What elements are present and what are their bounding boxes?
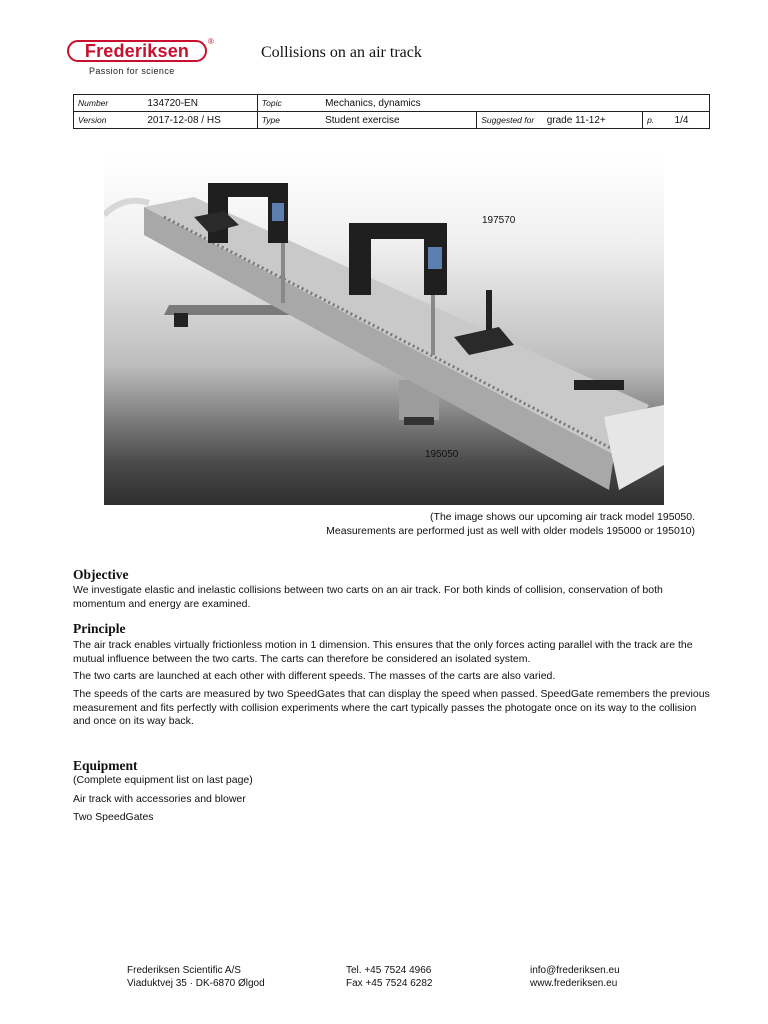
caption-line-2: Measurements are performed just as well with older models 195000 or 195010) (326, 525, 695, 537)
objective-heading: Objective (73, 567, 129, 582)
speedgate-2-left (349, 223, 371, 295)
bumper-shape (574, 380, 624, 390)
company-logo (67, 37, 217, 80)
equipment-note: (Complete equipment list on last page) (73, 774, 253, 786)
equipment-heading: Equipment (73, 758, 138, 773)
principle-paragraph-2: The two carts are launched at each other with different speeds. The masses of the carts are also varied. (73, 670, 556, 682)
speedgate-2-screen (428, 247, 442, 269)
page-label: p. (643, 112, 671, 129)
type-value: Student exercise (321, 112, 477, 129)
speedgate-2-rod (431, 295, 435, 355)
objective-text: We investigate elastic and inelastic collisions between two carts on an air track. For both kinds of collision, conservation of both momentum and energy are examined. (73, 584, 663, 610)
footer-tel: Tel. +45 7524 4966 (346, 965, 432, 976)
principle-paragraph-3: The speeds of the carts are measured by two SpeedGates that can display the speed when passed. SpeedGate remembers the previous measurement and fits perfectly with collision experiments where the cart typically passes the photogate once on its way to the collision and once on its way back. (73, 688, 710, 727)
meta-row-2 (74, 112, 710, 129)
track-side-shape (144, 207, 614, 490)
page-value: 1/4 (671, 112, 710, 129)
suggested-label: Suggested for (477, 112, 543, 129)
photo-label-197570: 197570 (482, 215, 516, 226)
speedgate-1-rod (281, 243, 285, 303)
logo-registered-mark: ® (208, 37, 214, 46)
air-track-photo (104, 155, 664, 505)
logo-tagline: Passion for science (89, 66, 175, 76)
photo-caption (326, 510, 695, 538)
speedgate-1-screen (272, 203, 284, 221)
caption-line-1: (The image shows our upcoming air track model 195050. (430, 511, 695, 523)
air-track-illustration (104, 155, 664, 505)
type-label: Type (257, 112, 321, 129)
equipment-item-speedgates: Two SpeedGates (73, 811, 154, 823)
logo-wordmark: Frederiksen (67, 40, 207, 62)
number-value: 134720-EN (143, 95, 257, 112)
footer-address: Viaduktvej 35 · DK-6870 Ølgod (127, 978, 265, 989)
photo-label-195050: 195050 (425, 449, 459, 460)
footer-fax: Fax +45 7524 6282 (346, 978, 433, 989)
stand-foot-right (404, 417, 434, 425)
number-label: Number (74, 95, 144, 112)
footer-phone (346, 964, 432, 990)
document-title: Collisions on an air track (261, 44, 422, 61)
topic-label: Topic (257, 95, 321, 112)
end-block-shape (604, 405, 664, 490)
footer-web-link[interactable]: www.frederiksen.eu (530, 978, 618, 989)
suggested-value: grade 11-12+ (543, 112, 643, 129)
principle-paragraph-1: The air track enables virtually frictionless motion in 1 dimension. This ensures that the only forces acting parallel with the track are the mutual influence between the two carts. The carts can therefore be considered an isolated system. (73, 639, 693, 665)
version-value: 2017-12-08 / HS (143, 112, 257, 129)
equipment-item-air-track: Air track with accessories and blower (73, 793, 246, 805)
version-label: Version (74, 112, 144, 129)
footer-company-name: Frederiksen Scientific A/S (127, 965, 241, 976)
meta-row-1 (74, 95, 710, 112)
topic-value: Mechanics, dynamics (321, 95, 709, 112)
footer-company (127, 964, 265, 990)
cart-2-flag (486, 290, 492, 330)
principle-heading: Principle (73, 621, 126, 636)
hose-shape (104, 201, 149, 215)
footer-contact (530, 964, 620, 990)
footer-email-link[interactable]: info@frederiksen.eu (530, 965, 620, 976)
stand-foot-left (174, 313, 188, 327)
document-meta-table (73, 94, 710, 129)
